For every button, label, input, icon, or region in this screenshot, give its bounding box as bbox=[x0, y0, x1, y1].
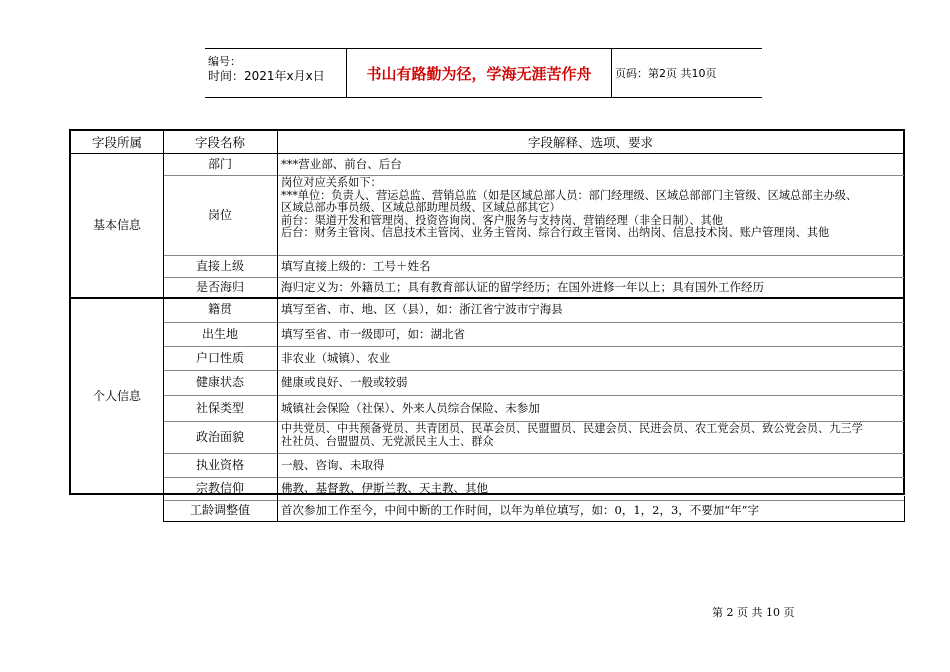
table-row-desc bbox=[277, 453, 904, 477]
table-row-name: 政治面貌 bbox=[195, 429, 244, 444]
column-header: 字段所属 bbox=[91, 134, 142, 150]
table-row-name: 健康状态 bbox=[195, 375, 244, 389]
desc-line: 填写至省、市一级即可，如：湖北省 bbox=[281, 326, 465, 341]
desc-line: 前台：渠道开发和管理岗、投资咨询岗、客户服务与支持岗、营销经理（非全日制）、其他 bbox=[281, 213, 723, 227]
desc-line: 佛教、基督教、伊斯兰教、天主教、其他 bbox=[281, 481, 488, 495]
column-header: 字段名称 bbox=[194, 134, 245, 150]
table-row-desc bbox=[277, 500, 904, 521]
desc-line: ***营业部、前台、后台 bbox=[281, 156, 402, 171]
desc-line: 填写至省、市、地、区（县），如：浙江省宁波市宁海县 bbox=[281, 302, 563, 316]
table-row-name: 出生地 bbox=[201, 326, 238, 341]
table-row-name: 户口性质 bbox=[195, 350, 244, 365]
table-row-name: 是否海归 bbox=[195, 279, 244, 294]
column-header: 字段解释、选项、要求 bbox=[527, 134, 653, 150]
desc-line: 岗位对应关系如下： bbox=[281, 176, 382, 189]
table-row-name: 社保类型 bbox=[195, 400, 244, 415]
motto: 书山有路勤为径，学海无涯苦作舟 bbox=[346, 49, 612, 97]
table-row-desc bbox=[277, 370, 904, 395]
table-row-desc bbox=[277, 421, 904, 453]
desc-line: 首次参加工作至今，中间中断的工作时间，以年为单位填写，如：0，1，2，3，不要加“年”字 bbox=[281, 503, 760, 517]
table-row-name: 岗位 bbox=[207, 207, 232, 222]
desc-line: 非农业（城镇）、农业 bbox=[281, 350, 391, 365]
table-row-name: 直接上级 bbox=[195, 258, 244, 273]
table-row-name: 执业资格 bbox=[195, 457, 244, 472]
time-label: 时间：2021年x月x日 bbox=[208, 69, 325, 83]
table-row-name: 部门 bbox=[207, 156, 232, 171]
table-row-desc bbox=[277, 395, 904, 421]
desc-line: 区域总部办事员级、区域总部助理员级、区域总部其它） bbox=[281, 201, 561, 215]
page-footer: 第 2 页 共 10 页 bbox=[712, 606, 795, 619]
table-row-name: 工龄调整值 bbox=[189, 503, 250, 517]
desc-line: 海归定义为：外籍员工；具有教育部认证的留学经历；在国外进修一年以上；具有国外工作经历 bbox=[281, 279, 764, 294]
table-row-desc bbox=[277, 255, 904, 277]
last-row-bottom-border bbox=[163, 521, 905, 522]
page-info: 页码：第2页 共10页 bbox=[615, 67, 717, 80]
desc-line: 社社员、台盟盟员、无党派民主人士、群众 bbox=[281, 434, 494, 448]
desc-line: ***单位：负责人、营运总监、营销总监（如是区域总部人员：部门经理级、区域总部部门主管级、区域总部主办级、 bbox=[281, 188, 858, 202]
desc-line: 填写直接上级的：工号＋姓名 bbox=[281, 258, 431, 273]
table-row-desc bbox=[277, 153, 904, 175]
desc-line: 一般、咨询、未取得 bbox=[281, 457, 385, 472]
number-label: 编号： bbox=[208, 55, 241, 68]
group-cell: 个人信息 bbox=[92, 389, 141, 403]
table-row-name: 宗教信仰 bbox=[195, 481, 244, 495]
last-row-right-border bbox=[904, 496, 905, 521]
desc-line: 后台：财务主管岗、信息技术主管岗、业务主管岗、综合行政主管岗、出纳岗、信息技术岗、账户管理岗、其他 bbox=[281, 226, 830, 240]
column-divider bbox=[163, 131, 164, 521]
header-left bbox=[208, 49, 346, 97]
table-row-desc bbox=[277, 277, 904, 297]
desc-line: 城镇社会保险（社保）、外来人员综合保险、未参加 bbox=[281, 400, 540, 415]
group-cell: 基本信息 bbox=[92, 217, 141, 232]
table-row-desc bbox=[277, 477, 904, 500]
column-divider bbox=[277, 131, 278, 521]
desc-line: 中共党员、中共预备党员、共青团员、民革会员、民盟盟员、民建会员、民进会员、农工党会员、致公党会员、九三学 bbox=[281, 422, 863, 435]
table-row-desc bbox=[277, 175, 904, 255]
table-row-desc bbox=[277, 346, 904, 370]
document-header bbox=[205, 48, 762, 98]
table-row-desc bbox=[277, 322, 904, 346]
desc-line: 健康或良好、一般或较弱 bbox=[281, 375, 408, 389]
table-row-desc bbox=[277, 297, 904, 322]
table-row-name: 籍贯 bbox=[207, 302, 232, 316]
